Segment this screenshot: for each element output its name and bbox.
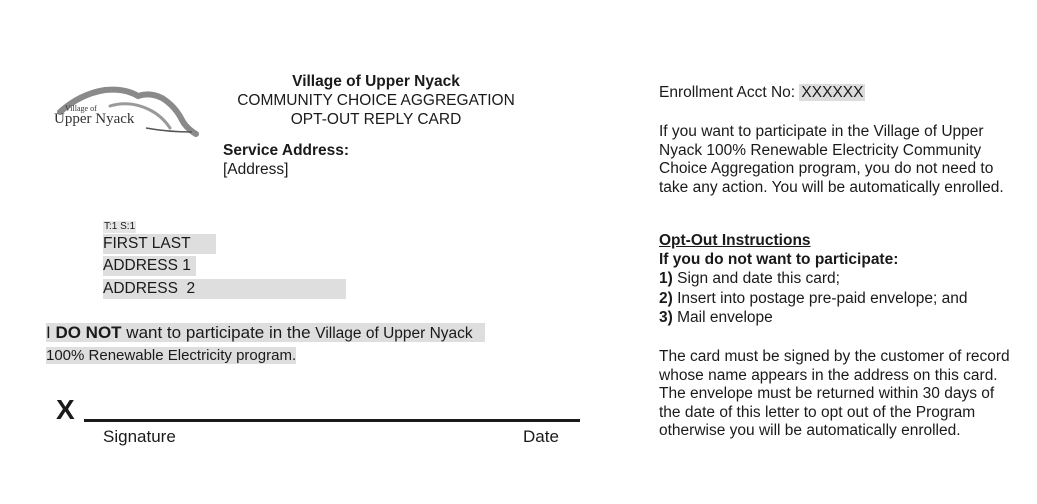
- participation-paragraph: If you want to participate in the Village of Upper Nyack 100% Renewable Electricity Community Choice Aggregation program, you do not need to take any action. You will be automatically enrolled.: [659, 123, 1004, 196]
- signature-requirements-paragraph: The card must be signed by the customer of record whose name appears in the address on this card. The envelope must be returned within 30 days of the date of this letter to opt out of the Program otherwise you will be automatically enrolled.: [659, 348, 1010, 439]
- header-line3: OPT-OUT REPLY CARD: [290, 111, 462, 128]
- optout-steps: [659, 270, 1019, 329]
- mailing-address-2: ADDRESS 2: [103, 279, 346, 299]
- optout-step: [659, 270, 1019, 290]
- date-label: Date: [523, 427, 559, 446]
- step-text: Insert into postage pre-paid envelope; and: [672, 289, 968, 307]
- step-number: 3): [659, 309, 673, 326]
- header-title: Village of Upper Nyack: [292, 73, 460, 90]
- mailing-name: FIRST LAST: [103, 234, 216, 254]
- optout-step: [659, 309, 1019, 329]
- signature-line[interactable]: [84, 419, 580, 422]
- mailing-address-1: ADDRESS 1: [103, 256, 196, 276]
- service-address-value: [Address]: [223, 161, 289, 178]
- card-header: [220, 72, 532, 129]
- optout-program-part1: Village of Upper Nyack: [315, 325, 473, 342]
- optout-statement: [46, 322, 485, 366]
- step-number: 1): [659, 270, 673, 287]
- header-line2: COMMUNITY CHOICE AGGREGATION: [237, 92, 515, 109]
- optout-step: [659, 290, 1019, 310]
- optout-do-not: DO NOT: [55, 323, 122, 342]
- service-address-label: Service Address:: [223, 142, 350, 159]
- step-number: 2): [659, 289, 673, 307]
- optout-instructions-title: Opt-Out Instructions: [659, 232, 811, 249]
- optout-middle: want to participate in the: [121, 323, 316, 342]
- village-logo: [50, 80, 200, 140]
- step-text: Sign and date this card;: [672, 270, 840, 287]
- optout-instructions-subtitle: If you do not want to participate:: [659, 251, 899, 268]
- enrollment-account-label: Enrollment Acct No:: [659, 84, 800, 101]
- optout-statement-line1: [46, 323, 485, 342]
- signature-label: Signature: [103, 427, 176, 446]
- optout-prefix: I: [46, 323, 56, 342]
- optout-program-part2: 100% Renewable Electricity program.: [46, 347, 297, 364]
- signature-x-mark: X: [56, 394, 75, 425]
- enrollment-account: [659, 84, 1019, 103]
- logo-big-text: Upper Nyack: [54, 111, 135, 127]
- enrollment-account-value: XXXXXX: [801, 84, 864, 101]
- step-text: Mail envelope: [672, 309, 773, 326]
- mailing-code: T:1 S:1: [104, 221, 136, 232]
- logo-small-text: Village of: [65, 104, 97, 113]
